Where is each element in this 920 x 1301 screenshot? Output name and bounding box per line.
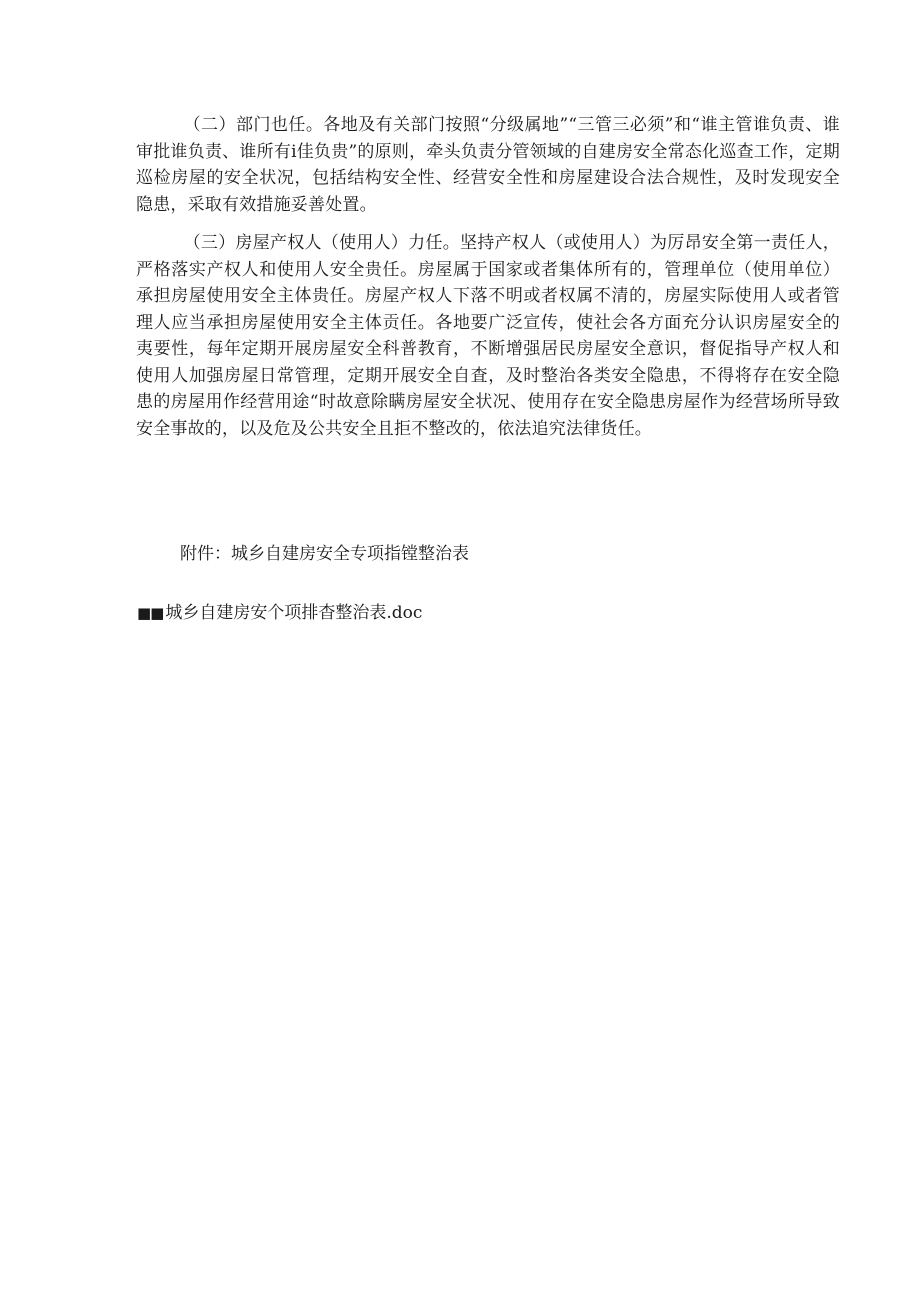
attachment-label: 附件：城乡自建房安全专项指镗整治表	[180, 544, 469, 564]
attached-file-name: 城乡自建房安个项排杳整治表.doc	[165, 603, 423, 623]
paragraph-owner-responsibility: （三）房屋产权人（使用人）力任。坚持产权人（或使用人）为厉昂安全第一责任人，严格落实产权人和使用人安全贵任。房屋属于国家或者集体所有的，管理单位（使用单位）承担房屋使用安全主体贵任。房屋产权人下落不明或者权属不清的，房屋实际使用人或者管理人应当承担房屋使用安全主体贡任。各地要广泛宣传，使社会各方面充分认识房屋安全的夷要性，每年定期开展房屋安全科普教育，不断增强居民房屋安全意识，督促指导产权人和使用人加强房屋日常管理，定期开展安全自査，及时整治各类安全隐患，不得将存在安全隐患的房屋用作经营用途“时故意除瞒房屋安全状况、使用存在安全隐患房屋作为经营场所导致安全事故的，以及危及公共安全且拒不整改的，依法追究法律货任。	[136, 233, 840, 439]
file-icon: ■■	[137, 604, 164, 622]
paragraph-department-responsibility: （二）部门也任。各地及有关部门按照“分级属地”“三管三必须”和“谁主管谁负责、谁审批谁负责、谁所有i佳负贵”的原则，牵头负责分管领域的自建房安全常态化巡查工作，定期巡检房屋的安全状况，包括结构安全性、经营安全性和房屋建设合法合规性，及时发现安全隐患，采取有效措施妥善处置。	[136, 115, 840, 215]
attached-file-link[interactable]	[137, 600, 422, 626]
